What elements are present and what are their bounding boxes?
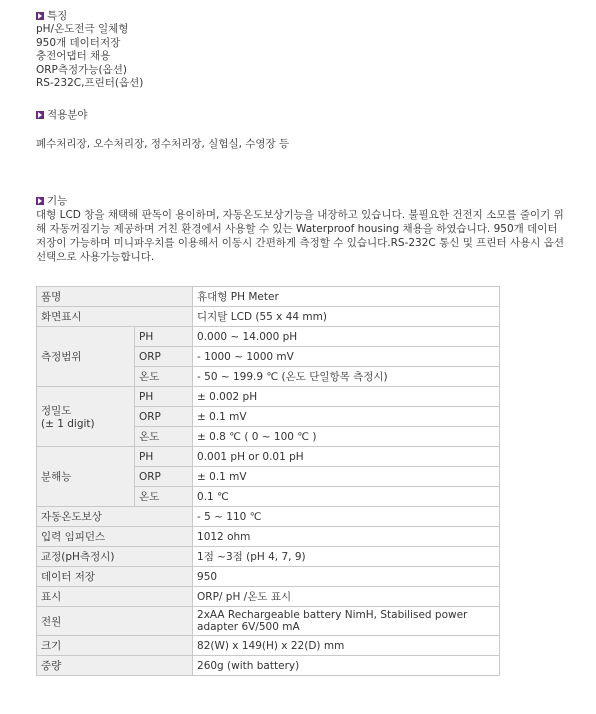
feature-item: ORP측정가능(옵션) [36,63,127,76]
table-row [37,387,500,407]
row-value: 1점 ~3점 (pH 4, 7, 9) [193,547,500,567]
features-heading: 특징 [36,9,586,23]
table-row [37,447,500,467]
group-label: 분해능 [37,447,135,507]
feature-item: RS-232C,프린터(옵션) [36,77,144,89]
row-value: - 1000 ~ 1000 mV [193,347,500,367]
sub-label: ORP [135,467,193,487]
sub-label: 온도 [135,427,193,447]
row-label: 화면표시 [37,307,193,327]
function-text: 대형 LCD 창을 채택해 판독이 용이하며, 자동온도보상기능을 내장하고 있습니다. 불필요한 건전지 소모를 줄이기 위해 자동꺼짐기능 제공하며 거친 환경에서 사용할 수 있는 Waterproof housing 채용을 하였습니다. 950개 데이터 저장이 가능하며 미니파우치를 이용해서 이동시 간편하게 측정할 수 있습니다.RS-232C 통신 및 프린터 사용시 옵션 선택으로 사용가능합니다. [36,209,564,263]
row-label: 입력 임피던스 [37,527,193,547]
row-label: 자동온도보상 [37,507,193,527]
row-value: 2xAA Rechargeable battery NimH, Stabilised power adapter 6V/500 mA [193,607,500,636]
row-value: ± 0.1 mV [193,407,500,427]
table-row [37,287,500,307]
row-value: ORP/ pH /온도 표시 [193,587,500,607]
row-value: 0.1 ℃ [193,487,500,507]
group-label: 정밀도 (± 1 digit) [37,387,135,447]
feature-item: 충전어댑터 채용 [36,50,111,62]
row-label: 크기 [37,636,193,656]
table-row [37,636,500,656]
row-value: 1012 ohm [193,527,500,547]
function-heading: 기능 [36,194,586,208]
row-value: 0.000 ~ 14.000 pH [193,327,500,347]
spec-table [36,286,500,676]
row-value: ± 0.8 ℃ ( 0 ~ 100 ℃ ) [193,427,500,447]
bullet-arrow-icon [36,12,44,20]
row-value: 휴대형 PH Meter [193,287,500,307]
row-label: 데이터 저장 [37,567,193,587]
row-label: 중량 [37,656,193,676]
row-value: - 5 ~ 110 ℃ [193,507,500,527]
application-section [36,108,586,122]
table-row [37,607,500,636]
table-row [37,327,500,347]
sub-label: ORP [135,347,193,367]
row-label: 표시 [37,587,193,607]
feature-item: 950개 데이터저장 [36,36,121,49]
sub-label: PH [135,327,193,347]
table-row [37,587,500,607]
row-value: 0.001 pH or 0.01 pH [193,447,500,467]
sub-label: 온도 [135,487,193,507]
row-value: ± 0.002 pH [193,387,500,407]
row-value: 260g (with battery) [193,656,500,676]
table-row [37,307,500,327]
row-label: 전원 [37,607,193,636]
sub-label: ORP [135,407,193,427]
features-section [36,9,586,91]
sub-label: PH [135,447,193,467]
row-value: ± 0.1 mV [193,467,500,487]
row-label: 품명 [37,287,193,307]
row-value: 82(W) x 149(H) x 22(D) mm [193,636,500,656]
group-label: 측정범위 [37,327,135,387]
row-value: 디지탈 LCD (55 x 44 mm) [193,307,500,327]
row-value: - 50 ~ 199.9 ℃ (온도 단일항목 측정시) [193,367,500,387]
table-row [37,656,500,676]
function-section [36,194,586,264]
table-row [37,527,500,547]
sub-label: 온도 [135,367,193,387]
row-value: 950 [193,567,500,587]
table-row [37,507,500,527]
row-label: 교정(pH측정시) [37,547,193,567]
table-row [37,547,500,567]
application-heading: 적용분야 [36,108,586,122]
bullet-arrow-icon [36,197,44,205]
table-row [37,567,500,587]
sub-label: PH [135,387,193,407]
application-text: 폐수처리장, 오수처리장, 정수처리장, 실험실, 수영장 등 [36,138,290,150]
feature-item: pH/온도전극 일체형 [36,23,129,35]
bullet-arrow-icon [36,111,44,119]
